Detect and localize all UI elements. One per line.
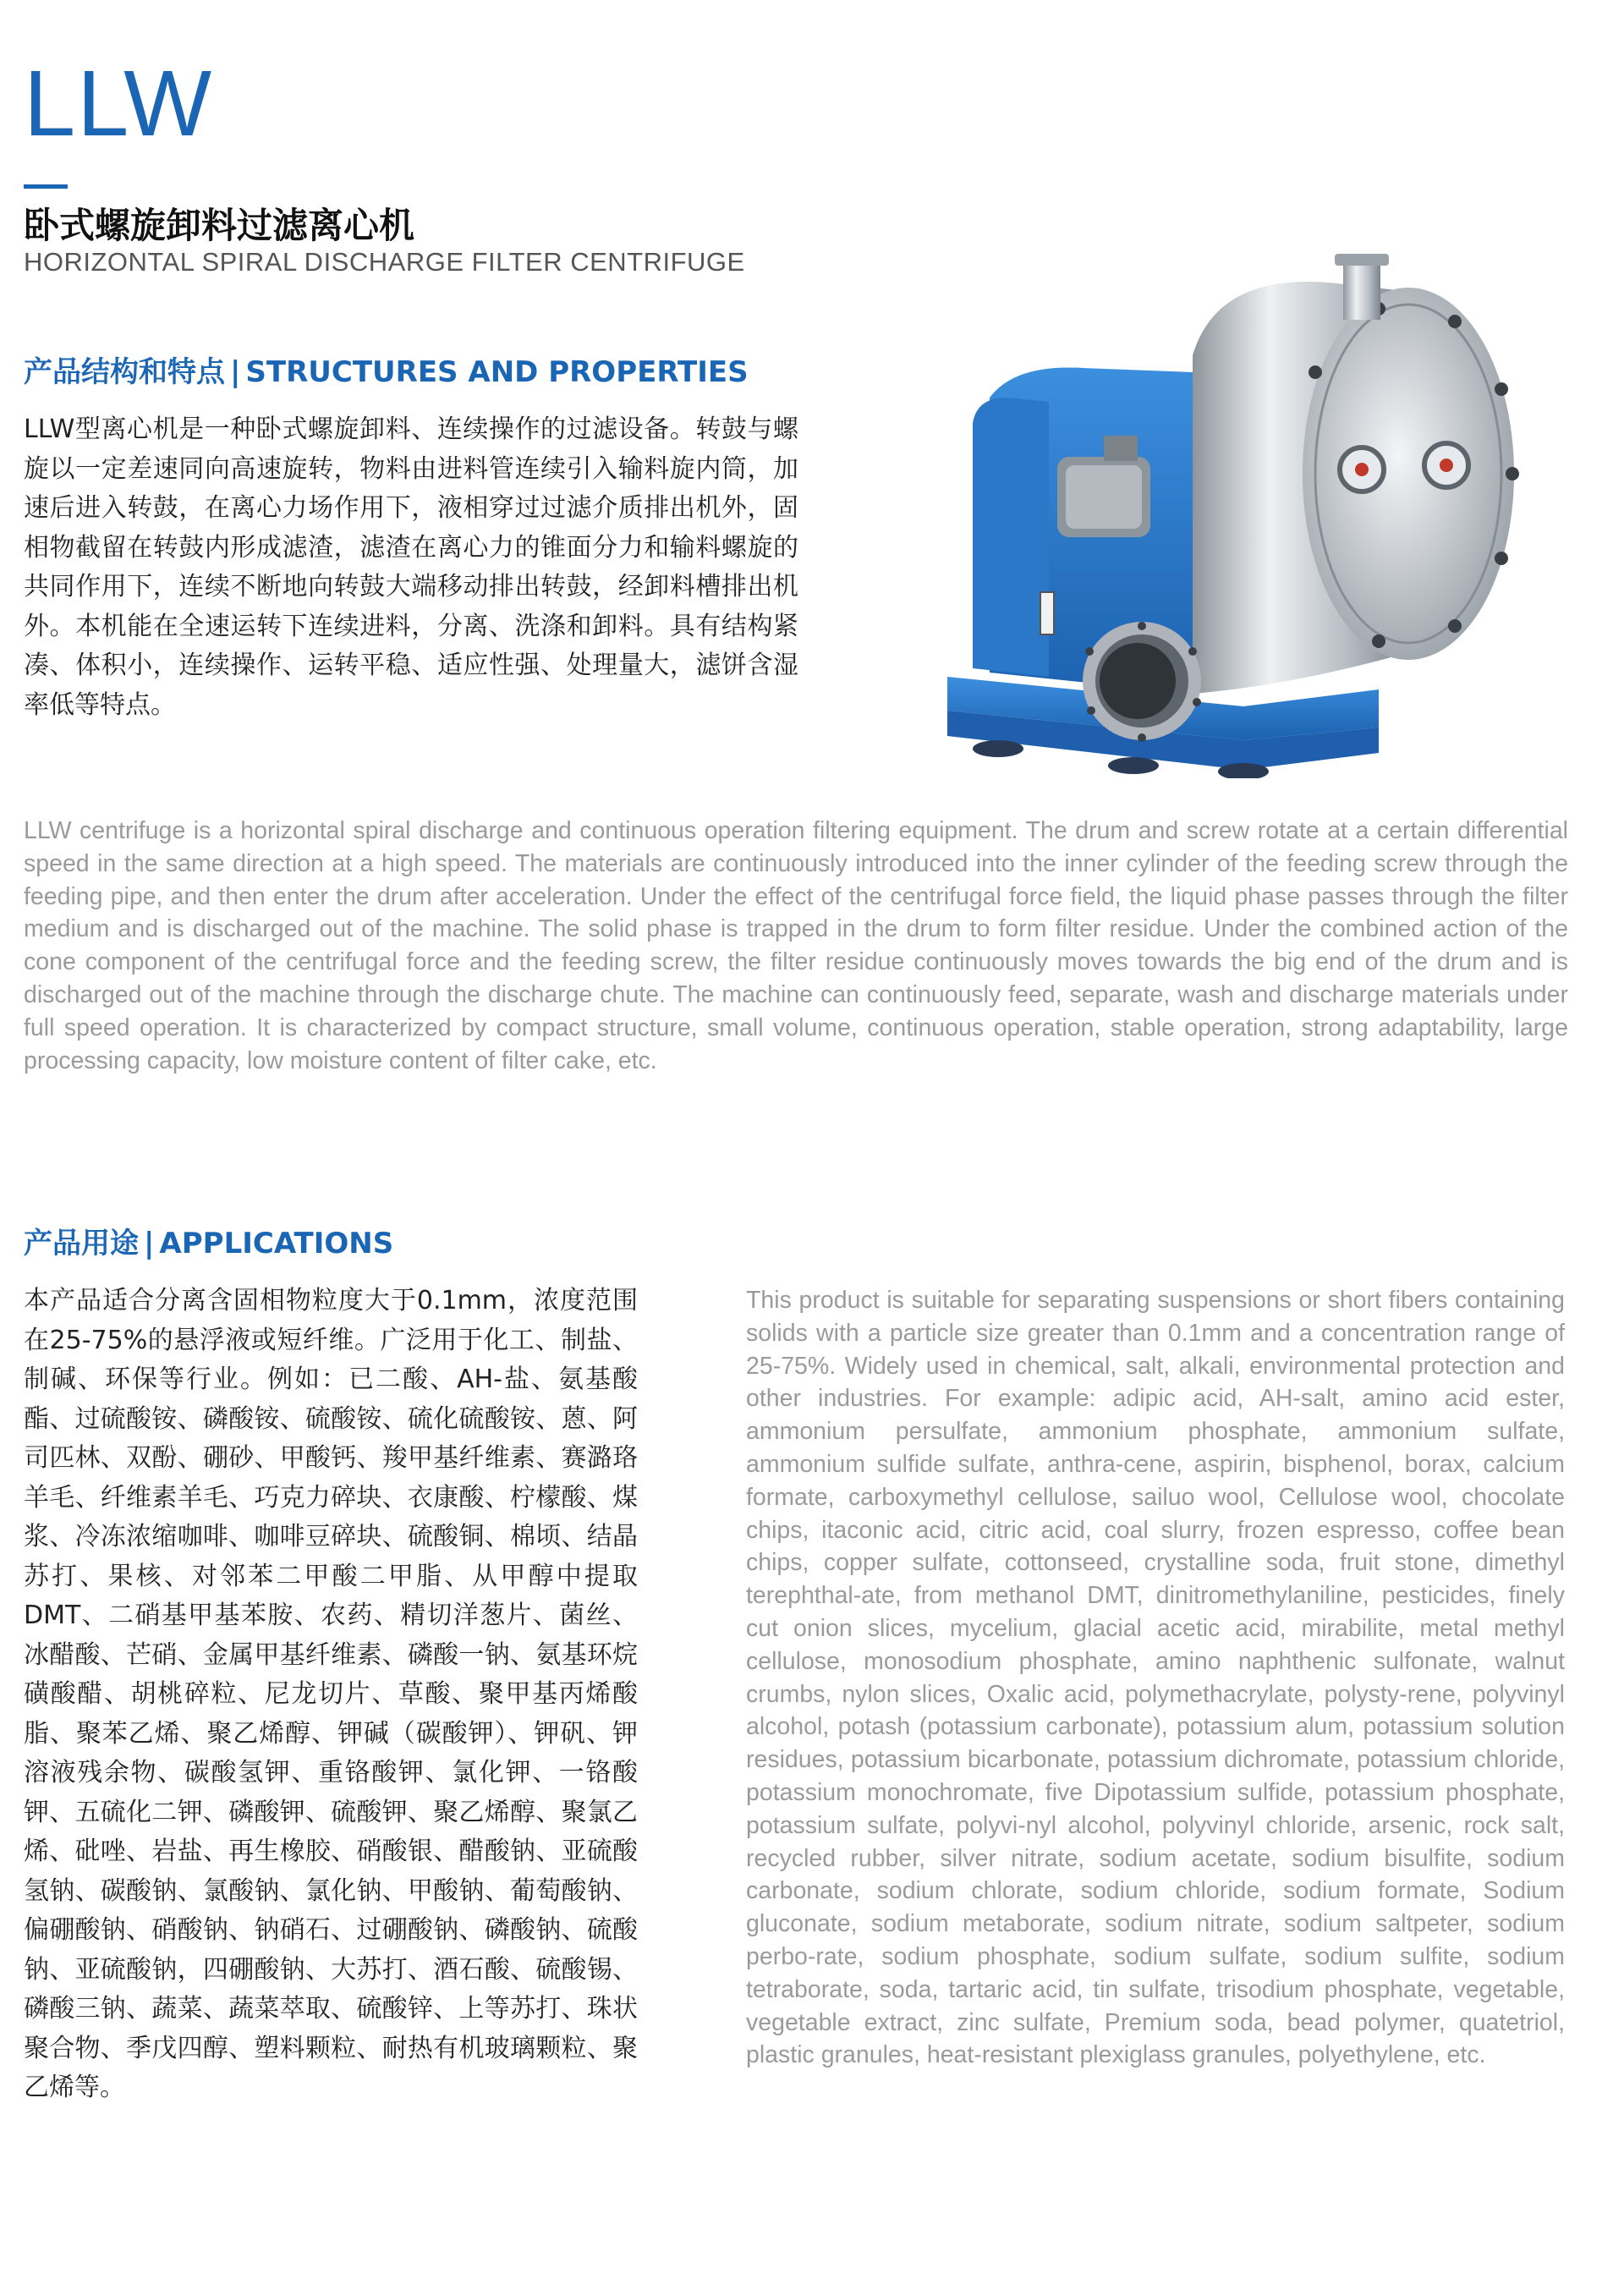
applications-body-cn: 本产品适合分离含固相物粒度大于0.1mm，浓度范围在25-75%的悬浮液或短纤维。广泛用于化工、制盐、制碱、环保等行业。例如：已二酸、AH-盐、氨基酸酯、过硫酸铵、磷酸铵、硫酸铵、硫化硫酸铵、蒽、阿司匹林、双酚、硼砂、甲酸钙、羧甲基纤维素、赛潞珞羊毛、纤维素羊毛、巧克力碎块、衣康酸、柠檬酸、煤浆、冷冻浓缩咖啡、咖啡豆碎块、硫酸铜、棉顷、结晶苏打、果核、对邻苯二甲酸二甲脂、从甲醇中提取DMT、二硝基甲基苯胺、农药、精切洋葱片、菌丝、冰醋酸、芒硝、金属甲基纤维素、磷酸一钠、氨基环烷磺酸醋、胡桃碎粒、尼龙切片、草酸、聚甲基丙烯酸脂、聚苯乙烯、聚乙烯醇、钾碱（碳酸钾）、钾矾、钾溶液残余物、碳酸氢钾、重铬酸钾、氯化钾、一铬酸钾、五硫化二钾、磷酸钾、硫酸钾、聚乙烯醇、聚氯乙烯、砒唑、岩盐、再生橡胶、硝酸银、醋酸钠、亚硫酸氢钠、碳酸钠、氯酸钠、氯化钠、甲酸钠、葡萄酸钠、偏硼酸钠、硝酸钠、钠硝石、过硼酸钠、磷酸钠、硫酸钠、亚硫酸钠，四硼酸钠、大苏打、酒石酸、硫酸锡、磷酸三钠、蔬菜、蔬菜萃取、硫酸锌、上等苏打、珠状聚合物、季戊四醇、塑料颗粒、耐热有机玻璃颗粒、聚乙烯等。 [24,1286,638,2102]
structures-body-en: LLW centrifuge is a horizontal spiral discharge and continuous operation filtering equipment. The drum and screw rotate at a certain differential speed in the same direction at a high speed. The materials are continuously introduced into the inner cylinder of the feeding screw through the feeding pipe, and then enter the drum after acceleration. Under the effect of the centrifugal force field, the liquid phase passes through the filter medium and is discharged out of the machine. The solid phase is trapped in the drum to form filter residue. Under the combined action of the cone component of the centrifugal force and the feeding screw, the filter residue continuously moves towards the big end of the drum and is discharged out of the machine through the discharge chute. The machine can continuously feed, separate, wash and discharge materials under full speed operation. It is characterized by compact structure, small volume, continuous operation, stable operation, strong adaptability, large processing capacity, low moisture content of filter cake, etc. [24,817,1568,1074]
structures-heading-cn: 产品结构和特点 [24,355,225,389]
heading-separator: | [144,1227,155,1260]
product-title-en: HORIZONTAL SPIRAL DISCHARGE FILTER CENTRIFUGE [24,247,745,277]
structures-heading [24,349,749,390]
applications-heading-en: APPLICATIONS [159,1227,394,1260]
accent-divider [24,184,68,189]
structures-body-cn: LLW型离心机是一种卧式螺旋卸料、连续操作的过滤设备。转鼓与螺旋以一定差速同向高速旋转，物料由进料管连续引入输料旋内筒，加速后进入转鼓，在离心力场作用下，液相穿过过滤介质排出机外，固相物截留在转鼓内形成滤渣，滤渣在离心力的锥面分力和输料螺旋的共同作用下，连续不断地向转鼓大端移动排出转鼓，经卸料槽排出机外。本机能在全速运转下连续进料，分离、洗涤和卸料。具有结构紧凑、体积小，连续操作、运转平稳、适应性强、处理量大，滤饼含湿率低等特点。 [24,415,798,720]
product-title-cn: 卧式螺旋卸料过滤离心机 [24,205,415,246]
applications-body-en: This product is suitable for separating suspensions or short fibers containing solids with a particle size greater than 0.1mm and a concentration range of 25-75%. Widely used in chemical, salt, alkali, environmental protection and other industries. For example: adipic acid, AH-salt, amino acid ester, ammonium persulfate, ammonium phosphate, ammonium sulfate, ammonium sulfide sulfate, anthra-cene, aspirin, bisphenol, borax, calcium formate, carboxymethyl cellulose, sailuo wool, Cellulose wool, chocolate chips, itaconic acid, citric acid, coal slurry, frozen espresso, coffee bean chips, copper sulfate, cottonseed, crystalline soda, fruit stone, dimethyl terephthal-ate, from methanol DMT, dinitromethylaniline, pesticides, finely cut onion slices, mycelium, glacial acetic acid, mirabilite, metal methyl cellulose, monosodium phosphate, amino naphthenic sulfonate, walnut crumbs, nylon slices, Oxalic acid, polymethacrylate, polysty-rene, polyvinyl alcohol, potash (potassium carbonate), potassium alum, potassium solution residues, potassium bicarbonate, potassium dichromate, potassium chloride, potassium monochromate, five Dipotassium sulfide, potassium phosphate, potassium sulfate, polyvi-nyl alcohol, polyvinyl chloride, arsenic, rock salt, recycled rubber, silver nitrate, sodium acetate, sodium bisulfite, sodium carbonate, sodium chlorate, sodium chloride, sodium formate, Sodium gluconate, sodium metaborate, sodium nitrate, sodium saltpeter, sodium perbo-rate, sodium phosphate, sodium sulfate, sodium sulfite, sodium tetraborate, soda, tartaric acid, tin sulfate, trisodium phosphate, vegetable, vegetable extract, zinc sulfate, Premium soda, bead polymer, quatetriol, plastic granules, heat-resistant plexiglass granules, polyethylene, etc. [746,1287,1565,2069]
model-name: LLW [24,52,214,156]
structures-heading-en: STRUCTURES AND PROPERTIES [245,355,749,389]
applications-heading [24,1220,393,1261]
centrifuge-machine-image [939,254,1531,778]
applications-heading-cn: 产品用途 [24,1227,139,1260]
heading-separator: | [230,355,241,389]
